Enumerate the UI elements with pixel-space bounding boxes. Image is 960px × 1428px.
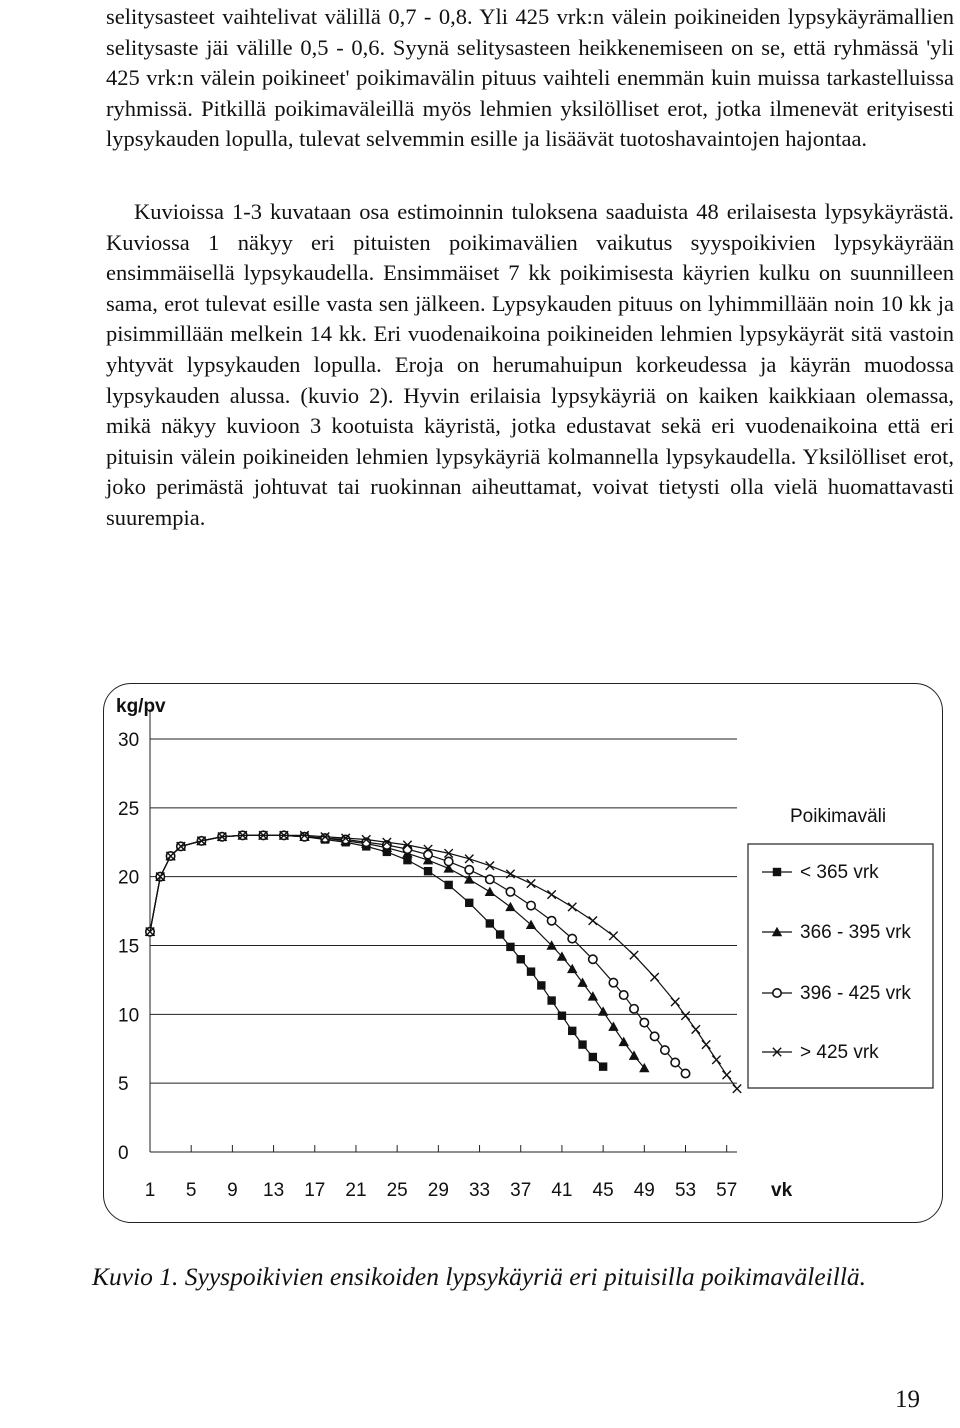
x-marker	[609, 932, 617, 940]
triangle-marker	[629, 1050, 639, 1059]
x-tick-label: 21	[345, 1180, 367, 1201]
chart-series	[145, 830, 741, 1093]
x-tick-label: 25	[386, 1180, 408, 1201]
x-marker	[692, 1025, 700, 1033]
square-marker	[465, 899, 473, 907]
circle-marker	[609, 978, 617, 986]
series-square	[146, 831, 608, 1071]
triangle-marker	[588, 991, 598, 1000]
circle-marker	[681, 1069, 689, 1077]
x-marker	[630, 951, 638, 959]
circle-marker	[650, 1032, 658, 1040]
page-number: 19	[895, 1386, 920, 1413]
triangle-marker	[464, 874, 474, 883]
x-tick-label: 9	[227, 1180, 238, 1201]
x-marker	[486, 861, 494, 869]
legend-label: < 365 vrk	[800, 862, 879, 883]
x-marker	[547, 890, 555, 898]
body-paragraph-2: Kuvioissa 1-3 kuvataan osa estimoinnin tuloksena saaduista 48 erilaisesta lypsykäyrästä. Kuviossa 1 näkyy eri pituisten poikimavälien vaikutus syyspoikivien lypsykäyrään ensimmäisellä lypsykaudella. Ensimmäiset 7 kk poikimisesta käyrien kulku on suunnilleen sama, erot tulevat esille vasta sen jälkeen. Lypsykauden pituus on lyhimmillään noin 10 kk ja pisimmillään melkein 14 kk. Eri vuodenaikoina poikineiden lehmien lypsykäyrät sitä vastoin yhtyvät lypsykauden lopulla. Eroja on herumahuipun korkeudessa ja käyrän muodossa lypsykauden alussa. (kuvio 2). Hyvin erilaisia lypsykäyriä on kaiken kaikkiaan olemassa, mikä näkyy kuvioon 3 kootuista käyristä, jotka edustavat sekä eri vuodenaikoina että eri pituisin välein poikineiden lehmien lypsykäyriä kolmannella lypsykaudella. Yksilölliset erot, joko perimästä johtuvat tai ruokinnan aiheuttamat, voivat tietysti olla vielä huomattavasti suurempia.	[106, 199, 954, 530]
circle-marker	[527, 901, 535, 909]
square-marker	[506, 943, 514, 951]
x-marker	[650, 973, 658, 981]
x-marker	[723, 1071, 731, 1079]
series-circle	[146, 831, 690, 1078]
circle-marker	[341, 835, 349, 843]
x-marker	[465, 855, 473, 863]
circle-marker	[321, 834, 329, 842]
legend-title: Poikimaväli	[790, 806, 887, 827]
y-tick-label: 30	[118, 730, 140, 751]
circle-marker	[444, 857, 452, 865]
x-tick-label: 29	[427, 1180, 449, 1201]
square-marker	[578, 1040, 586, 1048]
square-marker	[537, 981, 545, 989]
x-tick-label: 41	[551, 1180, 573, 1201]
legend-label: > 425 vrk	[800, 1042, 879, 1063]
circle-marker	[465, 866, 473, 874]
square-marker	[589, 1053, 597, 1061]
body-paragraph-1: selitysasteet vaihtelivat välillä 0,7 - 0,8. Yli 425 vrk:n välein poikineiden lypsykäyrämallien selitysaste jäi välille 0,5 - 0,6. Syynä selitysasteen heikkenemiseen on se, että ryhmässä 'yli 425 vrk:n välein poikineet' poikimavälin pituus vaihteli enemmän kuin muissa tarkastelluissa ryhmissä. Pitkillä poikimaväleillä myös lehmien yksilölliset erot, jotka ilmenevät erityisesti lypsykauden lopulla, tulevat selvemmin esille ja lisäävät tuotoshavaintojen hajontaa.	[106, 4, 954, 152]
triangle-marker	[619, 1037, 629, 1046]
y-tick-label: 20	[118, 867, 140, 889]
circle-marker	[640, 1018, 648, 1026]
square-marker	[517, 955, 525, 963]
square-marker	[444, 881, 452, 889]
x-tick-label: 13	[263, 1180, 285, 1201]
y-tick-label: 0	[118, 1143, 129, 1164]
triangle-marker	[608, 1022, 618, 1031]
circle-marker	[506, 888, 514, 896]
x-marker	[712, 1056, 720, 1064]
circle-marker	[589, 955, 597, 963]
y-tick-label: 25	[118, 798, 140, 820]
square-marker	[486, 919, 494, 927]
x-marker	[527, 879, 535, 887]
x-marker	[681, 1012, 689, 1020]
x-marker	[671, 998, 679, 1006]
circle-marker	[568, 934, 576, 942]
circle-marker	[661, 1046, 669, 1054]
x-tick-label: 37	[510, 1180, 532, 1201]
square-marker	[558, 1012, 566, 1020]
triangle-marker	[577, 977, 587, 986]
series-x	[146, 831, 741, 1093]
figure-caption: Kuvio 1. Syyspoikivien ensikoiden lypsykäyriä eri pituisilla poikimaväleillä.	[92, 1262, 867, 1291]
circle-marker	[486, 875, 494, 883]
square-marker	[773, 868, 781, 876]
x-tick-label: 53	[674, 1180, 697, 1201]
legend-label: 396 - 425 vrk	[800, 983, 911, 1004]
x-tick-label: 5	[185, 1180, 197, 1201]
series-line	[150, 835, 737, 1088]
square-marker	[496, 930, 504, 938]
y-tick-label: 5	[118, 1074, 129, 1096]
series-line	[150, 835, 686, 1073]
triangle-marker	[485, 887, 495, 896]
x-tick-label: 57	[716, 1180, 738, 1201]
x-tick-label: 45	[592, 1180, 614, 1201]
circle-marker	[671, 1058, 679, 1066]
x-tick-label: 49	[633, 1180, 655, 1201]
circle-marker	[630, 1005, 638, 1013]
square-marker	[599, 1062, 607, 1070]
x-marker	[589, 917, 597, 925]
circle-marker	[620, 991, 628, 999]
x-tick-label: 33	[468, 1180, 491, 1201]
legend-label: 366 - 395 vrk	[800, 922, 911, 943]
circle-marker	[300, 833, 308, 841]
y-tick-label: 10	[118, 1005, 140, 1027]
chart-axes	[116, 696, 793, 1201]
circle-marker	[547, 917, 555, 925]
y-axis-label: kg/pv	[116, 696, 166, 717]
x-tick-label: 17	[304, 1180, 326, 1201]
square-marker	[547, 996, 555, 1004]
triangle-marker	[505, 902, 515, 911]
chart-legend	[748, 806, 933, 1088]
x-marker	[702, 1040, 710, 1048]
square-marker	[527, 967, 535, 975]
x-marker	[733, 1084, 741, 1092]
circle-marker	[773, 989, 781, 997]
x-marker	[568, 903, 576, 911]
square-marker	[568, 1027, 576, 1035]
y-tick-label: 15	[118, 936, 140, 958]
triangle-marker	[598, 1006, 608, 1015]
square-marker	[424, 867, 432, 875]
x-tick-label: 1	[144, 1180, 156, 1201]
series-line	[150, 835, 603, 1066]
x-axis-label: vk	[771, 1180, 793, 1201]
series-triangle	[145, 830, 650, 1072]
